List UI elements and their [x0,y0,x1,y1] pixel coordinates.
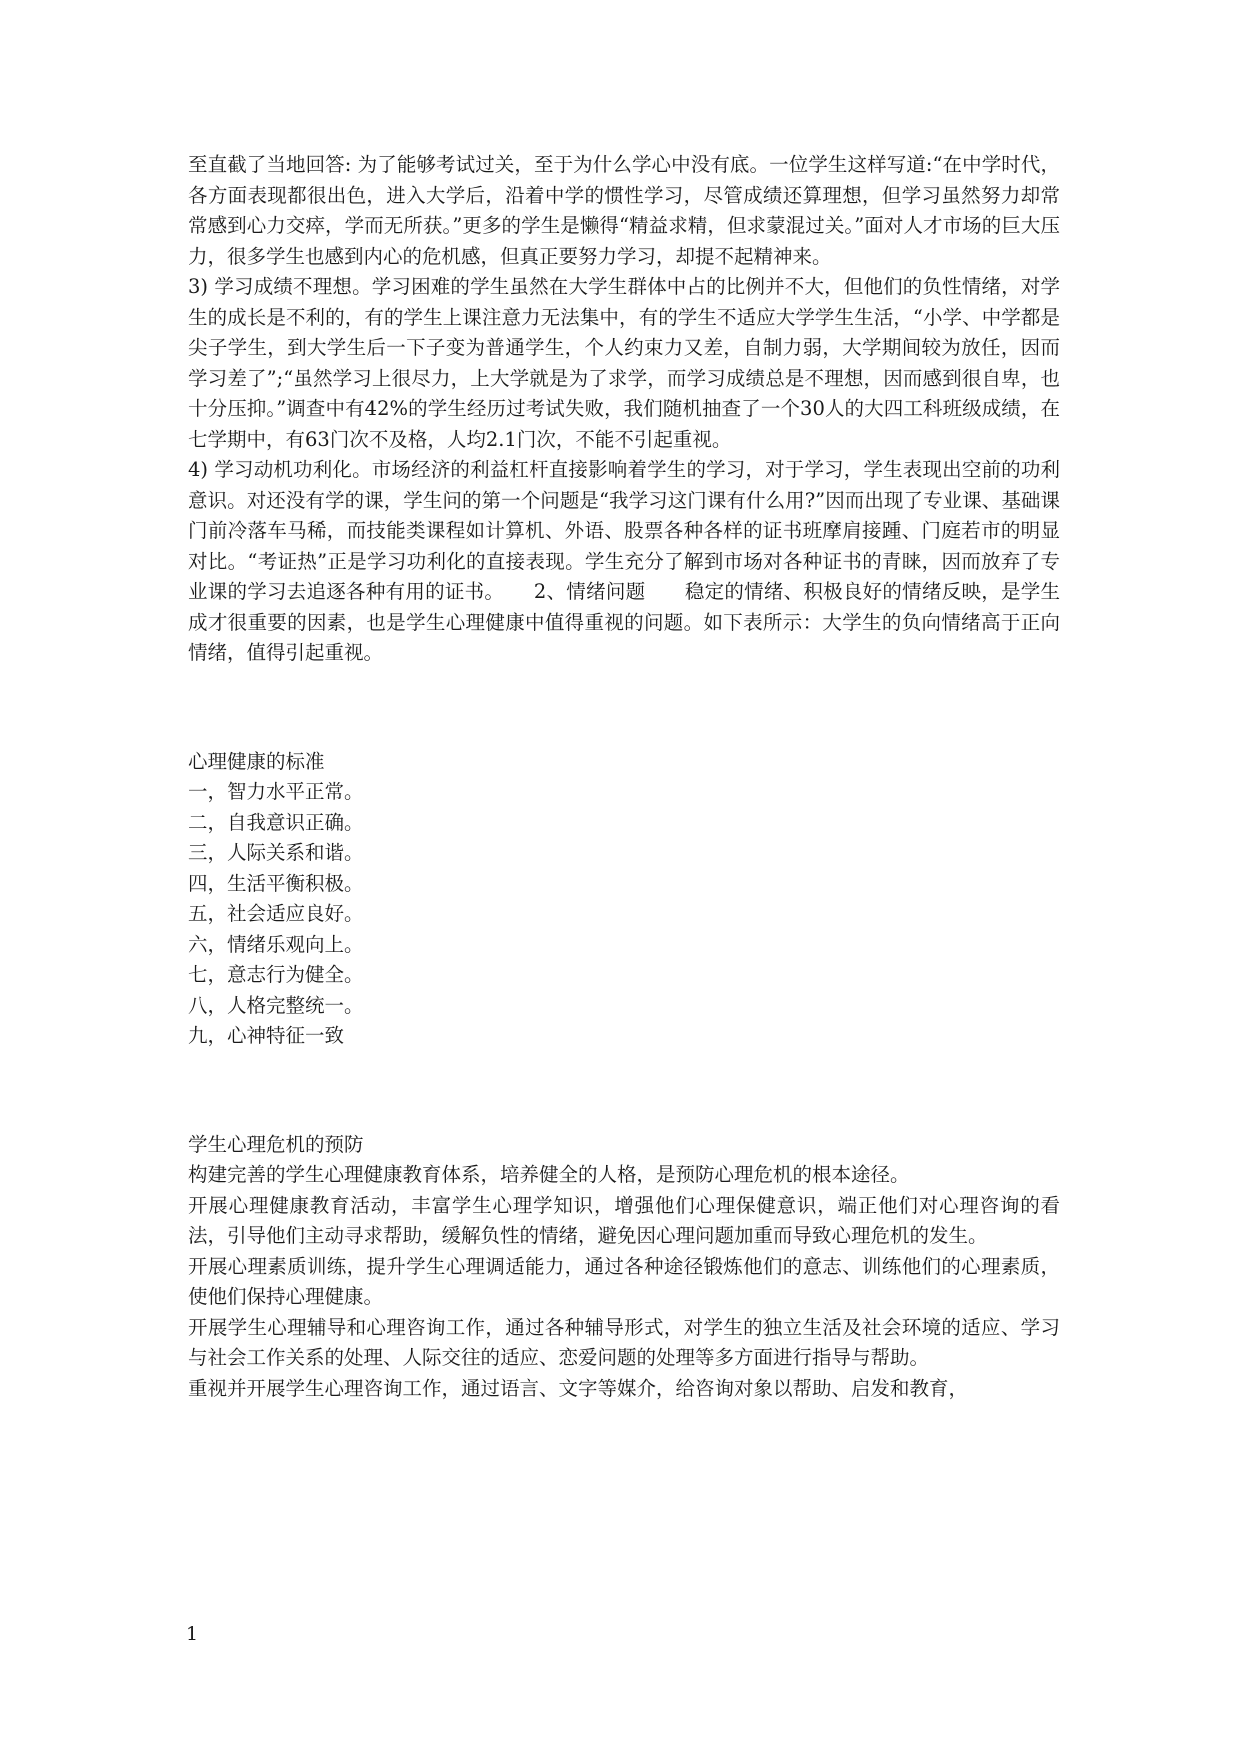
standards-item: 七，意志行为健全。 [188,963,364,986]
prevention-paragraph: 开展心理素质训练，提升学生心理调适能力，通过各种途径锻炼他们的意志、训练他们的心理素质，使他们保持心理健康。 [188,1254,1060,1308]
prevention-paragraph: 重视并开展学生心理咨询工作，通过语言、文字等媒介，给咨询对象以帮助、启发和教育， [188,1376,969,1400]
section-spacer [188,669,1060,747]
standards-item: 一，智力水平正常。 [188,780,364,803]
paragraph-poor-grades: 3) 学习成绩不理想。学习困难的学生虽然在大学生群体中占的比例并不大，但他们的负性情绪，对学生的成长是不利的，有的学生上课注意力无法集中，有的学生不适应大学学生生活，“小学、中学都是尖子学生，到大学生后一下子变为普通学生，个人约束力又差，自制力弱，大学期间较为放任，因而学习差了”;“虽然学习上很尽力，上大学就是为了求学，而学习成绩总是不理想，因而感到很自卑，也十分压抑。”调查中有42%的学生经历过考试失败，我们随机抽查了一个30人的大四工科班级成绩，在七学期中，有63门次不及格，人均2.1门次，不能不引起重视。 [188,275,1060,451]
section-spacer [188,1052,1060,1130]
page-number: 1 [186,1623,199,1645]
paragraph-exam-attitude: 至直截了当地回答: 为了能够考试过关，至于为什么学心中没有底。一位学生这样写道:“在中学时代，各方面表现都很出色，进入大学后，沿着中学的惯性学习，尽管成绩还算理想，但学习虽然努力却常常感到心力交瘁，学而无所获。”更多的学生是懒得“精益求精，但求蒙混过关。”面对人才市场的巨大压力，很多学生也感到内心的危机感，但真正要努力学习，却提不起精神来。 [188,153,1060,268]
prevention-heading: 学生心理危机的预防 [188,1132,364,1156]
prevention-paragraph: 开展心理健康教育活动，丰富学生心理学知识，增强他们心理保健意识，端正他们对心理咨询的看法，引导他们主动寻求帮助，缓解负性的情绪，避免因心理问题加重而导致心理危机的发生。 [188,1193,1060,1247]
standards-item: 六，情绪乐观向上。 [188,932,364,956]
paragraph-utilitarian-motive: 4) 学习动机功利化。市场经济的利益杠杆直接影响着学生的学习，对于学习，学生表现出空前的功利意识。对还没有学的课，学生问的第一个问题是“我学习这门课有什么用?”因而出现了专业课、基础课门前冷落车马稀，而技能类课程如计算机、外语、股票各种各样的证书班摩肩接踵、门庭若市的明显对比。“考证热”正是学习功利化的直接表现。学生充分了解到市场对各种证书的青睐，因而放弃了专业课的学习去追逐各种有用的证书。 2、情绪问题 稳定的情绪、积极良好的情绪反映，是学生成才很重要的因素，也是学生心理健康中值得重视的问题。如下表所示：大学生的负向情绪高于正向情绪，值得引起重视。 [188,458,1060,664]
standards-item: 九，心神特征一致 [188,1024,345,1047]
standards-item: 二，自我意识正确。 [188,810,364,834]
prevention-paragraph: 开展学生心理辅导和心理咨询工作，通过各种辅导形式，对学生的独立生活及社会环境的适应、学习与社会工作关系的处理、人际交往的适应、恋爱问题的处理等多方面进行指导与帮助。 [188,1315,1060,1369]
standards-item: 三，人际关系和谐。 [188,841,364,864]
prevention-paragraph: 构建完善的学生心理健康教育体系，培养健全的人格，是预防心理危机的根本途径。 [188,1163,910,1186]
standards-item: 八，人格完整统一。 [188,993,364,1017]
page-body [188,150,1060,1404]
standards-item: 四，生活平衡积极。 [188,871,364,895]
standards-heading: 心理健康的标准 [188,749,325,773]
standards-item: 五，社会适应良好。 [188,902,364,925]
